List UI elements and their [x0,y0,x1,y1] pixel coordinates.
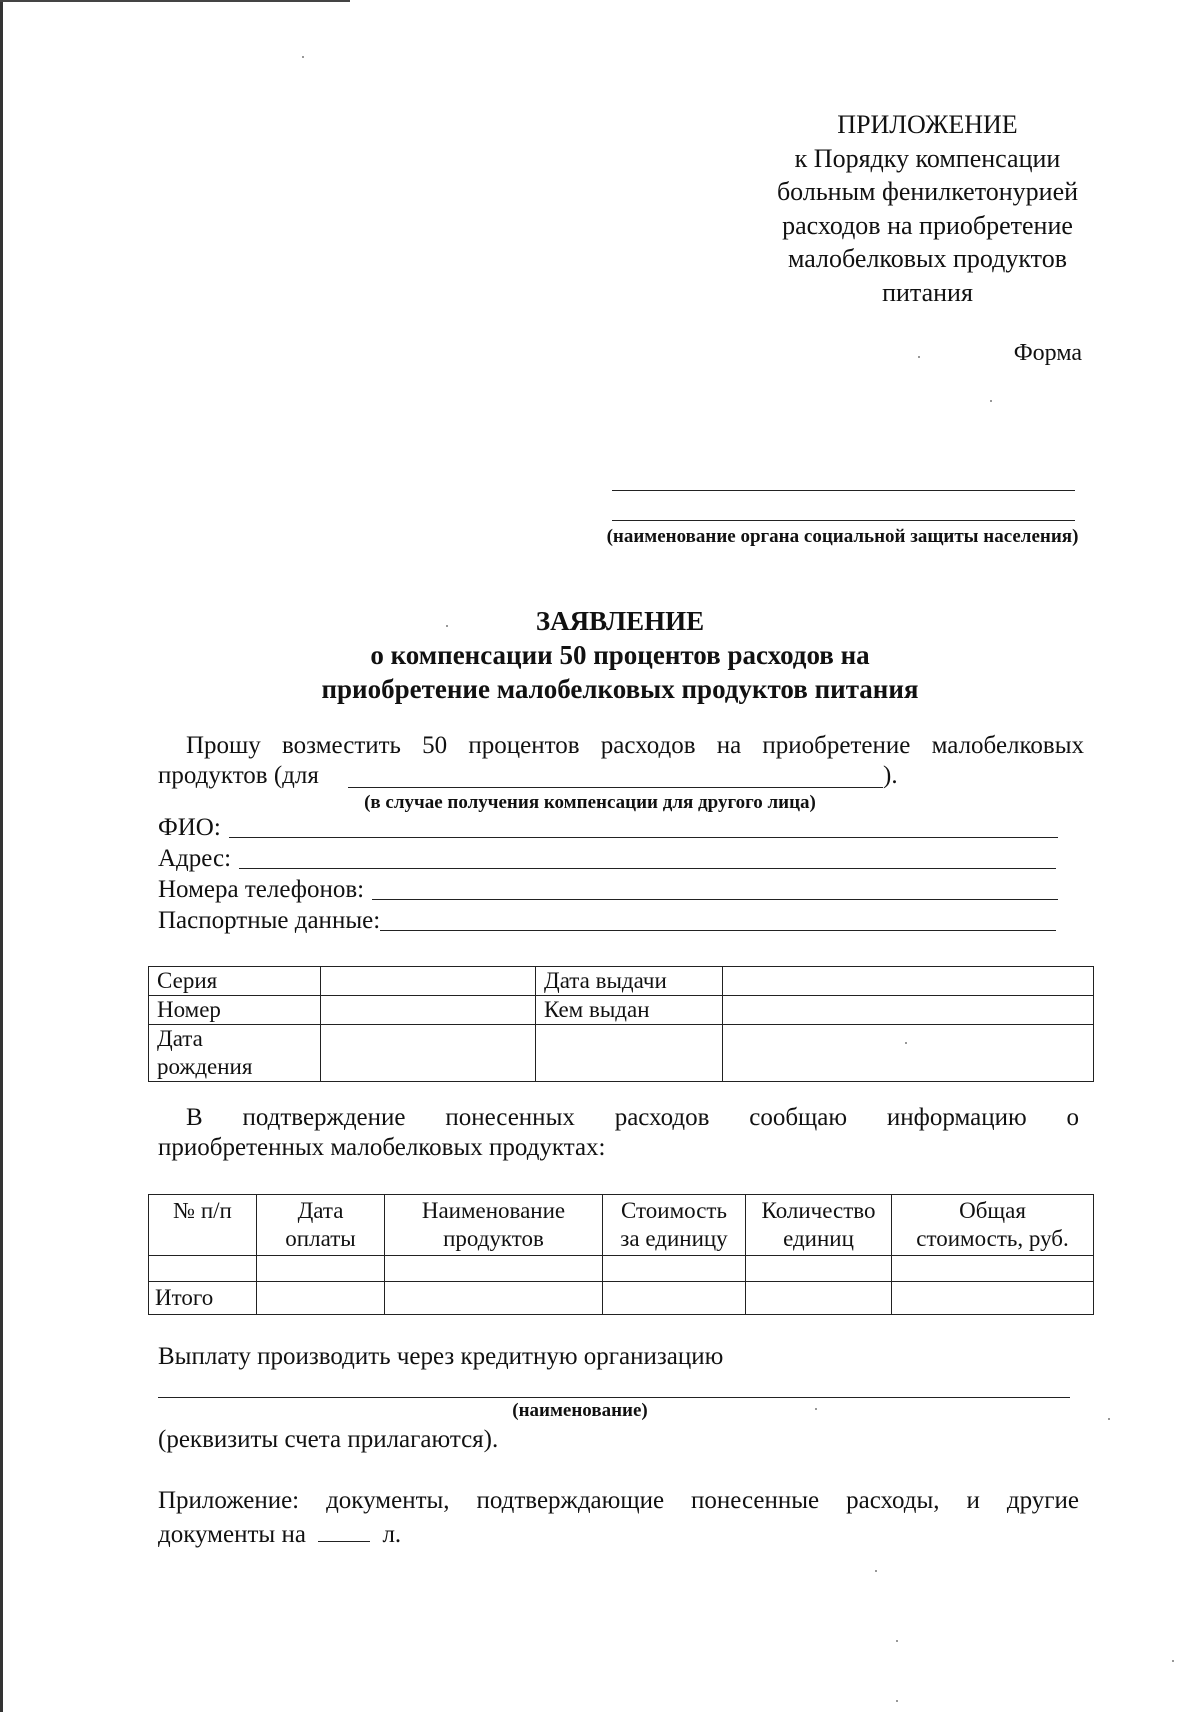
bank-name-field[interactable] [158,1397,1070,1398]
birth-date-label-line: Дата [157,1026,203,1051]
attachment-line [158,1485,1079,1517]
org-name-line[interactable] [612,490,1075,491]
passport-label: Паспортные данные: [158,907,381,934]
table-row [149,1256,1094,1282]
table-cell[interactable] [149,1256,257,1282]
col-header-text: продуктов [443,1226,544,1251]
document-subtitle: приобретение малобелковых продуктов питания [321,674,919,704]
scan-edge [0,0,3,1712]
col-header-text: Дата [297,1198,344,1223]
series-label: Серия [149,967,321,996]
scan-speck [990,400,992,402]
number-label: Номер [149,996,321,1025]
scan-speck [905,1042,907,1044]
appendix-line: малобелковых продуктов [788,244,1067,273]
empty-cell[interactable] [723,1025,1094,1082]
empty-cell[interactable] [536,1025,723,1082]
col-header-text: стоимость, руб. [916,1226,1069,1251]
address-field[interactable] [239,846,1056,869]
phones-field[interactable] [372,877,1058,900]
col-header-text: № п/п [173,1198,232,1223]
table-cell[interactable] [892,1282,1094,1315]
col-header-text: за единицу [620,1226,728,1251]
col-header-text: Наименование [421,1198,566,1223]
request-line-2 [158,762,319,790]
passport-field[interactable] [380,908,1056,931]
table-cell[interactable] [385,1282,603,1315]
fio-field[interactable] [229,815,1058,838]
col-header-text: единиц [783,1226,854,1251]
table-cell[interactable] [257,1256,385,1282]
issue-date-cell[interactable] [723,967,1094,996]
document-title: ЗАЯВЛЕНИЕ [535,606,705,636]
col-header-quantity [746,1195,892,1256]
table-cell[interactable] [603,1256,746,1282]
scan-speck [918,356,920,358]
confirm-text: В подтверждение понесенных расходов сообщаю информацию о [186,1104,1079,1131]
series-cell[interactable] [321,967,536,996]
request-line [158,730,1084,762]
birth-date-label [149,1025,321,1082]
appendix-line: больным фенилкетонурией [776,177,1079,206]
attachment-text: л. [382,1521,402,1548]
issued-by-label: Кем выдан [536,996,723,1025]
other-person-caption: (в случае получения компенсации для другого лица) [364,792,816,813]
col-header-number [149,1195,257,1256]
col-header-total [892,1195,1094,1256]
birth-date-cell[interactable] [321,1025,536,1082]
document-subtitle: о компенсации 50 процентов расходов на [370,640,870,670]
scan-speck [815,1408,817,1410]
total-row [149,1282,1094,1315]
purchase-table [148,1194,1094,1315]
scan-speck [896,1700,898,1702]
col-header-date [257,1195,385,1256]
total-label: Итого [149,1282,257,1315]
appendix-header [735,108,1120,309]
confirm-line [158,1102,1079,1134]
attachment-line-2 [158,1517,401,1549]
table-cell[interactable] [746,1282,892,1315]
page-count-field[interactable] [318,1517,370,1542]
request-text: продуктов (для [158,762,319,789]
scan-speck [896,1640,898,1642]
table-cell[interactable] [385,1256,603,1282]
number-cell[interactable] [321,996,536,1025]
phones-row [158,874,1058,904]
table-cell[interactable] [892,1256,1094,1282]
other-person-field[interactable] [348,787,883,788]
col-header-text: Общая [959,1198,1026,1223]
table-cell[interactable] [257,1282,385,1315]
col-header-text: Количество [761,1198,876,1223]
fio-label: ФИО: [158,814,221,841]
passport-row [158,905,1056,935]
scan-speck [875,1570,877,1572]
attachment-text: документы на [158,1521,306,1548]
table-cell[interactable] [603,1282,746,1315]
appendix-line: расходов на приобретение [782,210,1073,240]
account-details-note: (реквизиты счета прилагаются). [158,1426,499,1453]
scan-speck [302,56,304,58]
birth-date-label-line: рождения [157,1054,253,1079]
scan-speck [1108,1418,1110,1420]
org-caption: (наименование органа социальной защиты населения) [606,526,1079,547]
issue-date-label: Дата выдачи [536,967,723,996]
attachment-text: Приложение: документы, подтверждающие понесенные расходы, и другие [158,1487,1079,1514]
col-header-text: оплаты [285,1226,356,1251]
phones-label: Номера телефонов: [158,876,365,903]
scan-speck [446,625,448,627]
org-name-line[interactable] [612,520,1075,521]
col-header-text: Стоимость [621,1198,727,1223]
bank-name-caption: (наименование) [512,1400,648,1421]
address-label: Адрес: [158,845,232,872]
appendix-line: к Порядку компенсации [794,143,1061,173]
table-cell[interactable] [746,1256,892,1282]
request-end: ). [883,762,898,789]
form-label: Форма [1013,340,1082,366]
address-row [158,843,1056,873]
scan-speck [1172,1660,1174,1662]
appendix-line: ПРИЛОЖЕНИЕ [837,110,1018,139]
col-header-product [385,1195,603,1256]
request-text: Прошу возместить 50 процентов расходов на приобретение малобелковых [186,732,1084,759]
payment-line: Выплату производить через кредитную организацию [158,1343,724,1370]
issued-by-cell[interactable] [723,996,1094,1025]
scan-top-edge [0,0,350,2]
appendix-line: питания [882,277,973,307]
passport-table [148,966,1094,1082]
col-header-unit-price [603,1195,746,1256]
fio-row [158,812,1058,842]
confirm-line-2: приобретенных малобелковых продуктах: [158,1134,606,1161]
